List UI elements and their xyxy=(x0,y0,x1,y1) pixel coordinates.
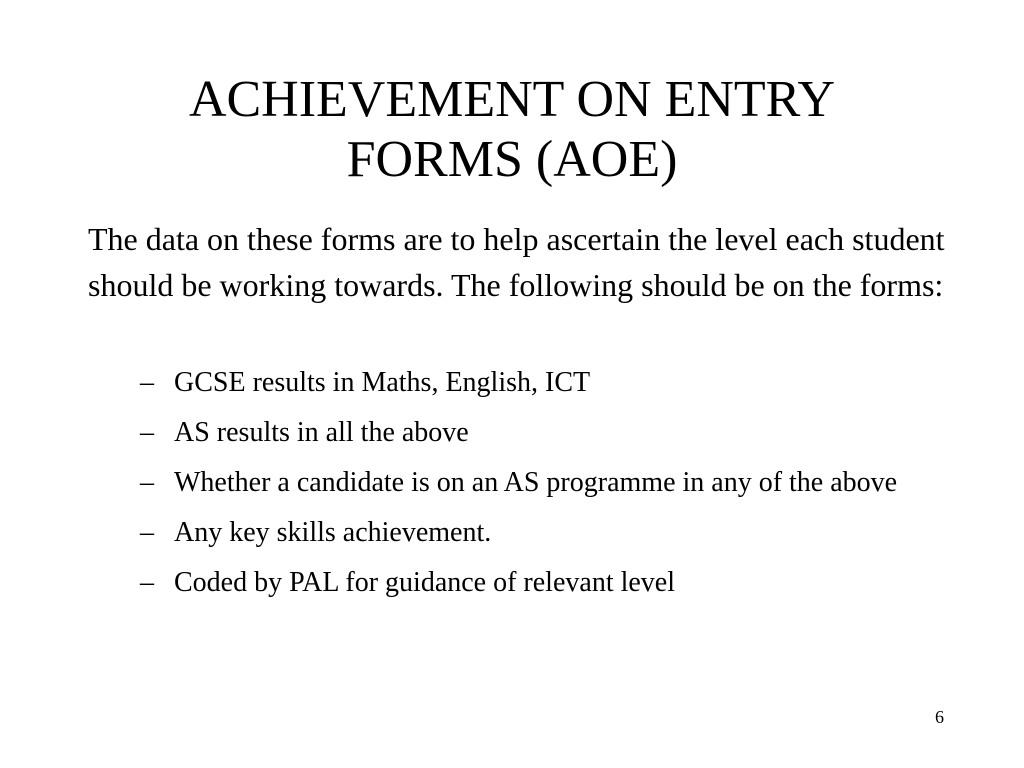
list-item xyxy=(140,414,940,452)
list-item xyxy=(140,364,940,402)
list-item xyxy=(140,564,940,602)
slide-title xyxy=(60,70,964,190)
dash-bullet: – xyxy=(140,567,154,598)
list-item-text: GCSE results in Maths, English, ICT xyxy=(174,367,591,398)
list-item xyxy=(140,514,940,552)
list-item xyxy=(140,464,940,502)
list-item-text: AS results in all the above xyxy=(174,417,469,448)
intro-paragraph: The data on these forms are to help ascertain the level each student should be working towards. The following should be on the forms: xyxy=(88,221,945,303)
title-line-1: ACHIEVEMENT ON ENTRY xyxy=(188,71,836,128)
list-item-text: Whether a candidate is on an AS programme in any of the above xyxy=(174,467,898,498)
list-item-text: Coded by PAL for guidance of relevant level xyxy=(174,567,676,598)
title-line-2: FORMS (AOE) xyxy=(346,131,678,188)
bullet-list xyxy=(140,364,940,614)
list-item-text: Any key skills achievement. xyxy=(174,517,492,548)
dash-bullet: – xyxy=(140,417,154,448)
page-number: 6 xyxy=(935,707,944,727)
dash-bullet: – xyxy=(140,517,154,548)
dash-bullet: – xyxy=(140,467,154,498)
dash-bullet: – xyxy=(140,367,154,398)
